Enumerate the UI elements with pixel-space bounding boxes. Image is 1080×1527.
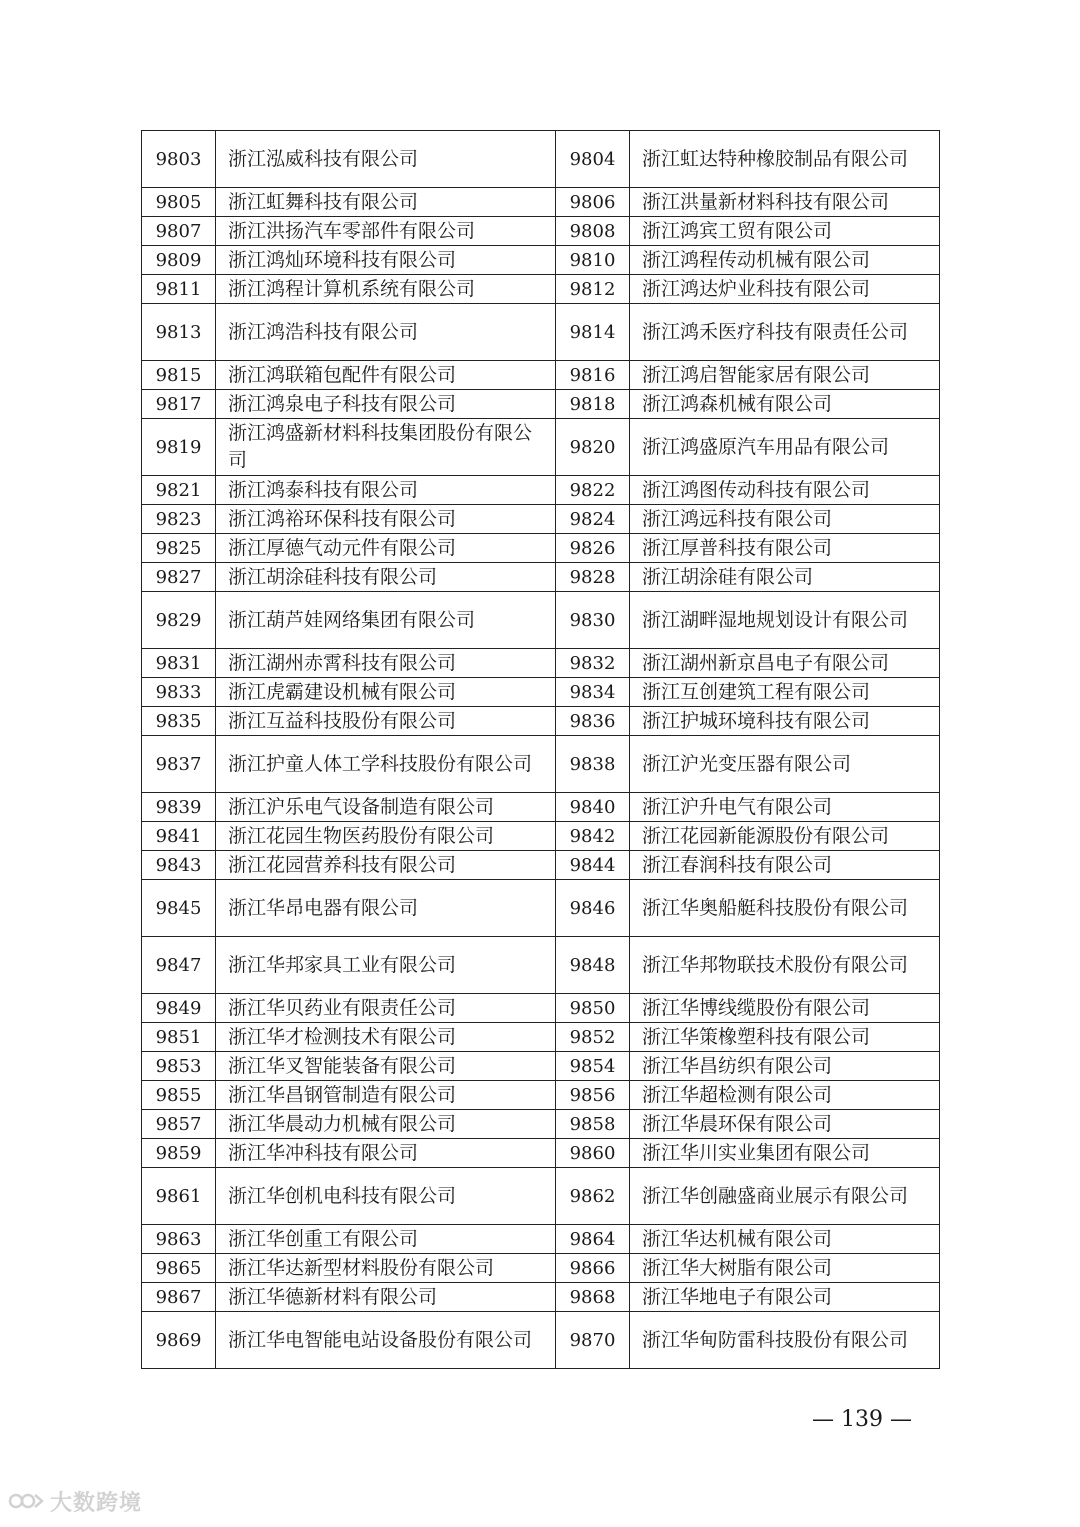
company-name: 浙江湖州赤霄科技有限公司 xyxy=(216,649,556,678)
company-name: 浙江鸿浩科技有限公司 xyxy=(216,304,556,361)
company-name: 浙江胡涂硅有限公司 xyxy=(630,563,940,592)
company-number: 9843 xyxy=(142,851,216,880)
company-name: 浙江华昌钢管制造有限公司 xyxy=(216,1081,556,1110)
company-number: 9867 xyxy=(142,1283,216,1312)
company-name: 浙江花园生物医药股份有限公司 xyxy=(216,822,556,851)
company-name: 浙江华地电子有限公司 xyxy=(630,1283,940,1312)
table-row xyxy=(142,563,940,592)
company-name: 浙江华达新型材料股份有限公司 xyxy=(216,1254,556,1283)
company-number: 9862 xyxy=(556,1168,630,1225)
company-number: 9804 xyxy=(556,131,630,188)
company-number: 9842 xyxy=(556,822,630,851)
company-number: 9821 xyxy=(142,476,216,505)
company-name: 浙江花园新能源股份有限公司 xyxy=(630,822,940,851)
company-number: 9811 xyxy=(142,275,216,304)
company-name: 浙江洪扬汽车零部件有限公司 xyxy=(216,217,556,246)
company-number: 9810 xyxy=(556,246,630,275)
company-name: 浙江华邦家具工业有限公司 xyxy=(216,937,556,994)
company-name: 浙江鸿远科技有限公司 xyxy=(630,505,940,534)
company-number: 9832 xyxy=(556,649,630,678)
table-row xyxy=(142,505,940,534)
company-name: 浙江华奥船艇科技股份有限公司 xyxy=(630,880,940,937)
table-row xyxy=(142,1254,940,1283)
watermark-logo-icon xyxy=(8,1489,44,1513)
table-row xyxy=(142,994,940,1023)
table-row xyxy=(142,390,940,419)
company-name: 浙江鸿程计算机系统有限公司 xyxy=(216,275,556,304)
company-number: 9814 xyxy=(556,304,630,361)
company-number: 9830 xyxy=(556,592,630,649)
table-row xyxy=(142,1283,940,1312)
company-number: 9831 xyxy=(142,649,216,678)
company-name: 浙江鸿森机械有限公司 xyxy=(630,390,940,419)
company-number: 9828 xyxy=(556,563,630,592)
company-name: 浙江沪乐电气设备制造有限公司 xyxy=(216,793,556,822)
company-name: 浙江鸿盛新材料科技集团股份有限公司 xyxy=(216,419,556,476)
company-number: 9840 xyxy=(556,793,630,822)
table-row xyxy=(142,1110,940,1139)
company-name: 浙江华达机械有限公司 xyxy=(630,1225,940,1254)
company-number: 9838 xyxy=(556,736,630,793)
watermark-text: 大数跨境 xyxy=(50,1490,143,1516)
company-name: 浙江鸿泉电子科技有限公司 xyxy=(216,390,556,419)
company-number: 9841 xyxy=(142,822,216,851)
company-number: 9835 xyxy=(142,707,216,736)
company-name: 浙江互创建筑工程有限公司 xyxy=(630,678,940,707)
company-name: 浙江虹舞科技有限公司 xyxy=(216,188,556,217)
company-name: 浙江华昌纺织有限公司 xyxy=(630,1052,940,1081)
table-row xyxy=(142,937,940,994)
company-name: 浙江华超检测有限公司 xyxy=(630,1081,940,1110)
company-name: 浙江湖州新京昌电子有限公司 xyxy=(630,649,940,678)
company-name: 浙江湖畔湿地规划设计有限公司 xyxy=(630,592,940,649)
company-name: 浙江华冲科技有限公司 xyxy=(216,1139,556,1168)
table-row xyxy=(142,880,940,937)
company-number: 9816 xyxy=(556,361,630,390)
company-number: 9815 xyxy=(142,361,216,390)
company-number: 9858 xyxy=(556,1110,630,1139)
table-row xyxy=(142,534,940,563)
company-name: 浙江鸿裕环保科技有限公司 xyxy=(216,505,556,534)
table-row xyxy=(142,304,940,361)
company-number: 9806 xyxy=(556,188,630,217)
company-number: 9860 xyxy=(556,1139,630,1168)
table-row xyxy=(142,649,940,678)
company-name: 浙江虎霸建设机械有限公司 xyxy=(216,678,556,707)
company-number: 9851 xyxy=(142,1023,216,1052)
company-number: 9833 xyxy=(142,678,216,707)
company-name: 浙江花园营养科技有限公司 xyxy=(216,851,556,880)
table-row xyxy=(142,1052,940,1081)
company-number: 9865 xyxy=(142,1254,216,1283)
company-name: 浙江护童人体工学科技股份有限公司 xyxy=(216,736,556,793)
company-number: 9856 xyxy=(556,1081,630,1110)
company-number: 9825 xyxy=(142,534,216,563)
table-row xyxy=(142,1139,940,1168)
company-number: 9809 xyxy=(142,246,216,275)
company-name: 浙江葫芦娃网络集团有限公司 xyxy=(216,592,556,649)
company-number: 9807 xyxy=(142,217,216,246)
company-name: 浙江鸿启智能家居有限公司 xyxy=(630,361,940,390)
company-name: 浙江厚普科技有限公司 xyxy=(630,534,940,563)
table-row xyxy=(142,707,940,736)
company-number: 9870 xyxy=(556,1312,630,1369)
company-name: 浙江鸿程传动机械有限公司 xyxy=(630,246,940,275)
company-number: 9852 xyxy=(556,1023,630,1052)
company-number: 9844 xyxy=(556,851,630,880)
company-number: 9866 xyxy=(556,1254,630,1283)
company-name: 浙江鸿泰科技有限公司 xyxy=(216,476,556,505)
company-number: 9869 xyxy=(142,1312,216,1369)
company-number: 9803 xyxy=(142,131,216,188)
company-number: 9853 xyxy=(142,1052,216,1081)
company-number: 9847 xyxy=(142,937,216,994)
table-row xyxy=(142,1081,940,1110)
company-name: 浙江华创机电科技有限公司 xyxy=(216,1168,556,1225)
company-name: 浙江鸿联箱包配件有限公司 xyxy=(216,361,556,390)
company-name: 浙江鸿禾医疗科技有限责任公司 xyxy=(630,304,940,361)
watermark xyxy=(8,1486,142,1516)
company-name: 浙江鸿灿环境科技有限公司 xyxy=(216,246,556,275)
company-number: 9839 xyxy=(142,793,216,822)
company-name: 浙江胡涂硅科技有限公司 xyxy=(216,563,556,592)
table-row xyxy=(142,1312,940,1369)
company-number: 9855 xyxy=(142,1081,216,1110)
table-row xyxy=(142,246,940,275)
company-name: 浙江华博线缆股份有限公司 xyxy=(630,994,940,1023)
company-name: 浙江护城环境科技有限公司 xyxy=(630,707,940,736)
company-number: 9829 xyxy=(142,592,216,649)
company-name: 浙江鸿宾工贸有限公司 xyxy=(630,217,940,246)
company-name: 浙江华叉智能装备有限公司 xyxy=(216,1052,556,1081)
company-name: 浙江沪光变压器有限公司 xyxy=(630,736,940,793)
company-name: 浙江鸿图传动科技有限公司 xyxy=(630,476,940,505)
company-number: 9846 xyxy=(556,880,630,937)
table-row xyxy=(142,275,940,304)
table-row xyxy=(142,476,940,505)
company-number: 9859 xyxy=(142,1139,216,1168)
company-name: 浙江华才检测技术有限公司 xyxy=(216,1023,556,1052)
company-number: 9836 xyxy=(556,707,630,736)
page-number: — 139 — xyxy=(812,1407,912,1432)
company-list-table xyxy=(141,130,940,1369)
company-name: 浙江洪量新材料科技有限公司 xyxy=(630,188,940,217)
company-number: 9827 xyxy=(142,563,216,592)
company-number: 9819 xyxy=(142,419,216,476)
company-number: 9848 xyxy=(556,937,630,994)
company-number: 9868 xyxy=(556,1283,630,1312)
table-row xyxy=(142,1023,940,1052)
table-row xyxy=(142,678,940,707)
company-name: 浙江虹达特种橡胶制品有限公司 xyxy=(630,131,940,188)
company-number: 9857 xyxy=(142,1110,216,1139)
company-number: 9818 xyxy=(556,390,630,419)
company-number: 9863 xyxy=(142,1225,216,1254)
table-row xyxy=(142,592,940,649)
company-name: 浙江华贝药业有限责任公司 xyxy=(216,994,556,1023)
company-name: 浙江沪升电气有限公司 xyxy=(630,793,940,822)
table-row xyxy=(142,131,940,188)
company-number: 9812 xyxy=(556,275,630,304)
company-number: 9822 xyxy=(556,476,630,505)
company-name: 浙江华晨环保有限公司 xyxy=(630,1110,940,1139)
company-name: 浙江华晨动力机械有限公司 xyxy=(216,1110,556,1139)
company-number: 9817 xyxy=(142,390,216,419)
company-number: 9808 xyxy=(556,217,630,246)
company-number: 9820 xyxy=(556,419,630,476)
company-name: 浙江华大树脂有限公司 xyxy=(630,1254,940,1283)
company-number: 9837 xyxy=(142,736,216,793)
company-name: 浙江华策橡塑科技有限公司 xyxy=(630,1023,940,1052)
company-name: 浙江华甸防雷科技股份有限公司 xyxy=(630,1312,940,1369)
company-number: 9854 xyxy=(556,1052,630,1081)
company-number: 9824 xyxy=(556,505,630,534)
table-row xyxy=(142,1168,940,1225)
company-number: 9805 xyxy=(142,188,216,217)
company-number: 9813 xyxy=(142,304,216,361)
company-name: 浙江春润科技有限公司 xyxy=(630,851,940,880)
table-row xyxy=(142,188,940,217)
company-number: 9850 xyxy=(556,994,630,1023)
table-row xyxy=(142,851,940,880)
table-row xyxy=(142,822,940,851)
table-row xyxy=(142,793,940,822)
company-number: 9823 xyxy=(142,505,216,534)
company-number: 9864 xyxy=(556,1225,630,1254)
company-name: 浙江华川实业集团有限公司 xyxy=(630,1139,940,1168)
company-number: 9849 xyxy=(142,994,216,1023)
company-name: 浙江华创重工有限公司 xyxy=(216,1225,556,1254)
company-name: 浙江华邦物联技术股份有限公司 xyxy=(630,937,940,994)
company-name: 浙江华创融盛商业展示有限公司 xyxy=(630,1168,940,1225)
company-name: 浙江厚德气动元件有限公司 xyxy=(216,534,556,563)
table-row xyxy=(142,736,940,793)
company-name: 浙江华德新材料有限公司 xyxy=(216,1283,556,1312)
company-name: 浙江鸿达炉业科技有限公司 xyxy=(630,275,940,304)
company-name: 浙江互益科技股份有限公司 xyxy=(216,707,556,736)
company-number: 9861 xyxy=(142,1168,216,1225)
company-list-body xyxy=(142,131,940,1369)
company-number: 9845 xyxy=(142,880,216,937)
table-row xyxy=(142,361,940,390)
company-number: 9834 xyxy=(556,678,630,707)
table-row xyxy=(142,419,940,476)
company-name: 浙江华电智能电站设备股份有限公司 xyxy=(216,1312,556,1369)
table-row xyxy=(142,217,940,246)
company-name: 浙江泓威科技有限公司 xyxy=(216,131,556,188)
company-name: 浙江鸿盛原汽车用品有限公司 xyxy=(630,419,940,476)
company-name: 浙江华昂电器有限公司 xyxy=(216,880,556,937)
company-number: 9826 xyxy=(556,534,630,563)
table-row xyxy=(142,1225,940,1254)
